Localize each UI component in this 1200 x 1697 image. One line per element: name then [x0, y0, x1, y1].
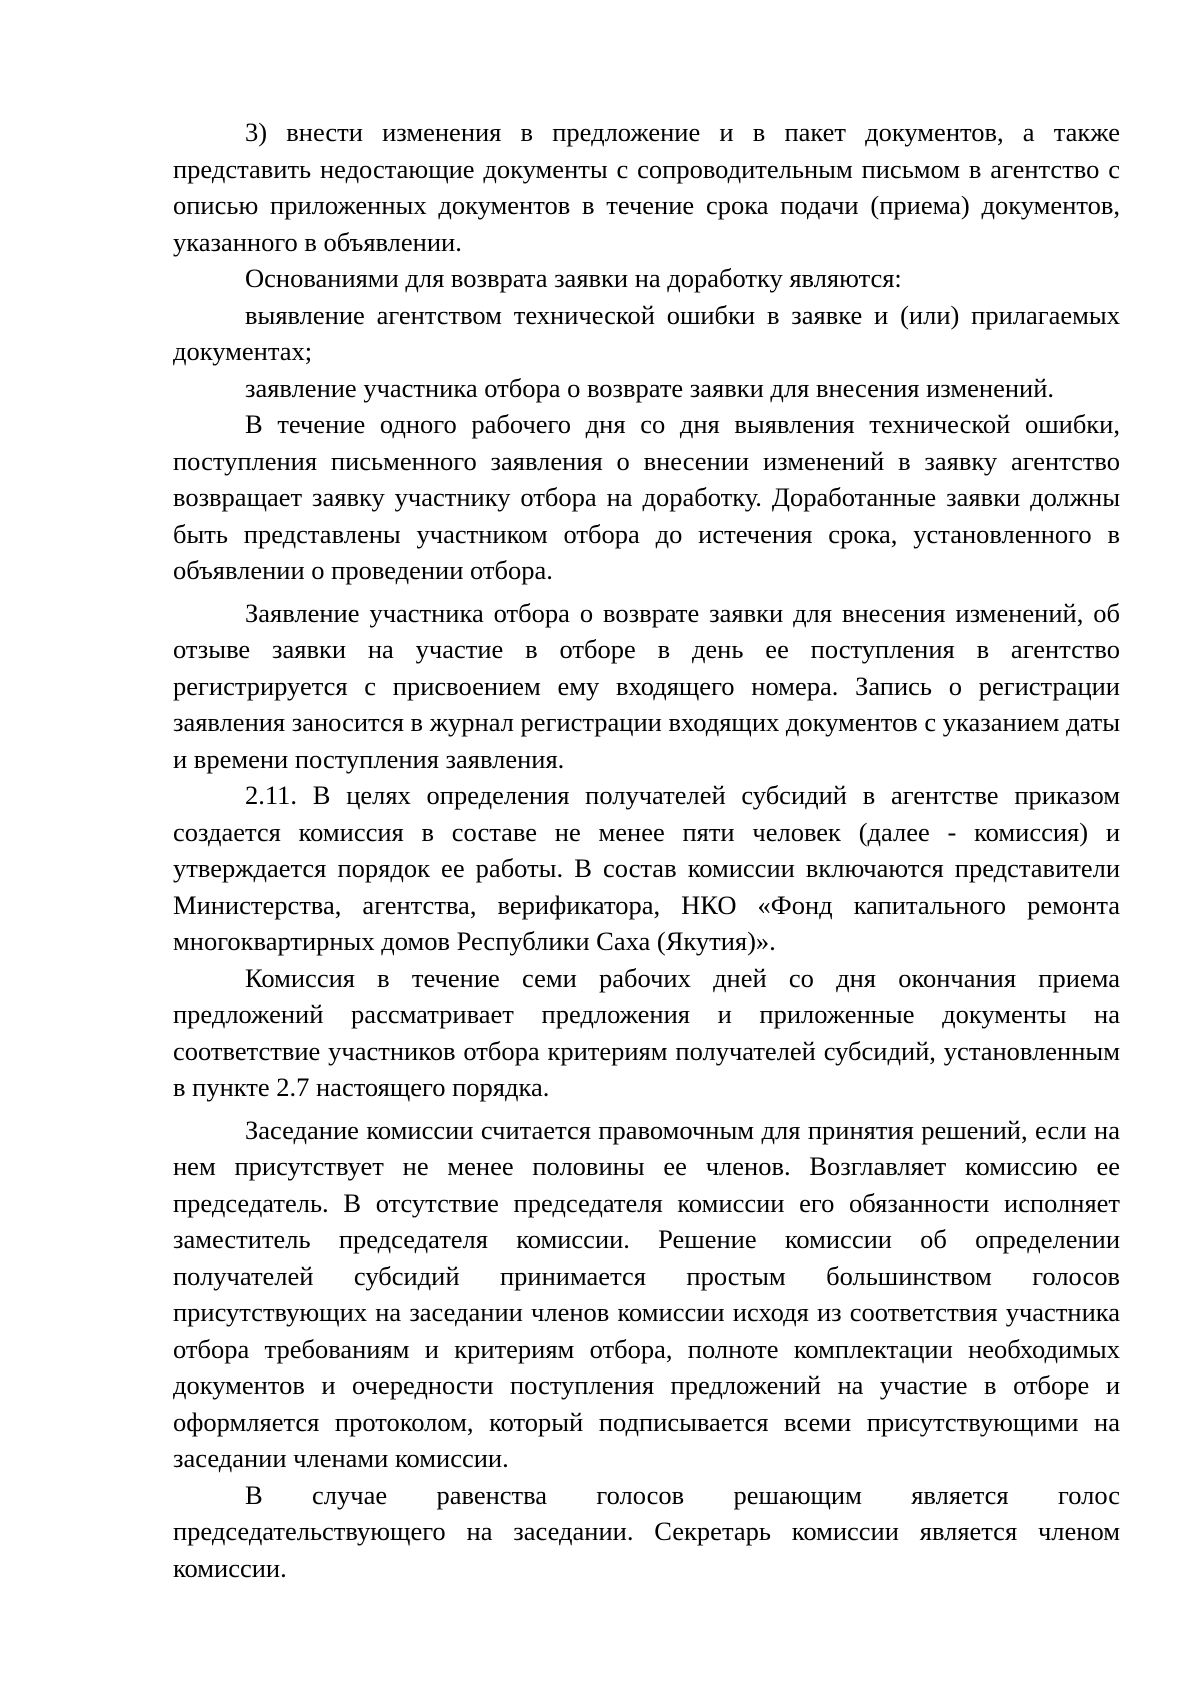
paragraph-commission-review: Комиссия в течение семи рабочих дней со дня окончания приема предложений рассматривает предложения и приложенные документы на соответствие участников отбора критериям получателей субсидий, установленным в пункте 2.7 настоящего порядка.: [173, 962, 1120, 1102]
paragraph-2-11-commission: 2.11. В целях определения получателей субсидий в агентстве приказом создается комиссия в составе не менее пяти человек (далее - комиссия) и утверждается порядок ее работы. В состав комиссии включаются представители Министерства, агентства, верификатора, НКО «Фонд капитального ремонта многоквартирных домов Республики Саха (Якутия)».: [173, 780, 1120, 956]
paragraph-registration: Заявление участника отбора о возврате заявки для внесения изменений, об отзыве заявки на участие в отборе в день ее поступления в агентство регистрируется с присвоением ему входящего номера. Запись о регистрации заявления заносится в журнал регистрации входящих документов с указанием даты и времени поступления заявления.: [173, 597, 1120, 774]
document-body: [173, 114, 1120, 1586]
paragraph-participant-statement: заявление участника отбора о возврате заявки для внесения изменений.: [245, 372, 1055, 403]
paragraph-return-grounds: Основаниями для возврата заявки на доработку являются:: [245, 263, 902, 293]
paragraph-return-timing: В течение одного рабочего дня со дня выявления технической ошибки, поступления письменного заявления о внесении изменений в заявку агентство возвращает заявку участнику отбора на доработку. Доработанные заявки должны быть представлены участником отбора до истечения срока, установленного в объявлении о проведении отбора.: [173, 409, 1120, 585]
paragraph-technical-error: выявление агентством технической ошибки в заявке и (или) прилагаемых документах;: [173, 299, 1120, 366]
paragraph-submission-changes: 3) внести изменения в предложение и в пакет документов, а также представить недостающие документы с сопроводительным письмом в агентство с описью приложенных документов в течение срока подачи (приема) документов, указанного в объявлении.: [173, 117, 1120, 257]
paragraph-tie-vote: В случае равенства голосов решающим является голос председательствующего на заседании. Секретарь комиссии является членом комиссии.: [173, 1479, 1120, 1583]
paragraph-commission-quorum: Заседание комиссии считается правомочным для принятия решений, если на нем присутствует не менее половины ее членов. Возглавляет комиссию ее председатель. В отсутствие председателя комиссии его обязанности исполняет заместитель председателя комиссии. Решение комиссии об определении получателей субсидий принимается простым большинством голосов присутствующих на заседании членов комиссии исходя из соответствия участника отбора требованиям и критериям отбора, полноте комплектации необходимых документов и очередности поступления предложений на участие в отборе и оформляется протоколом, который подписывается всеми присутствующими на заседании членами комиссии.: [173, 1114, 1120, 1473]
